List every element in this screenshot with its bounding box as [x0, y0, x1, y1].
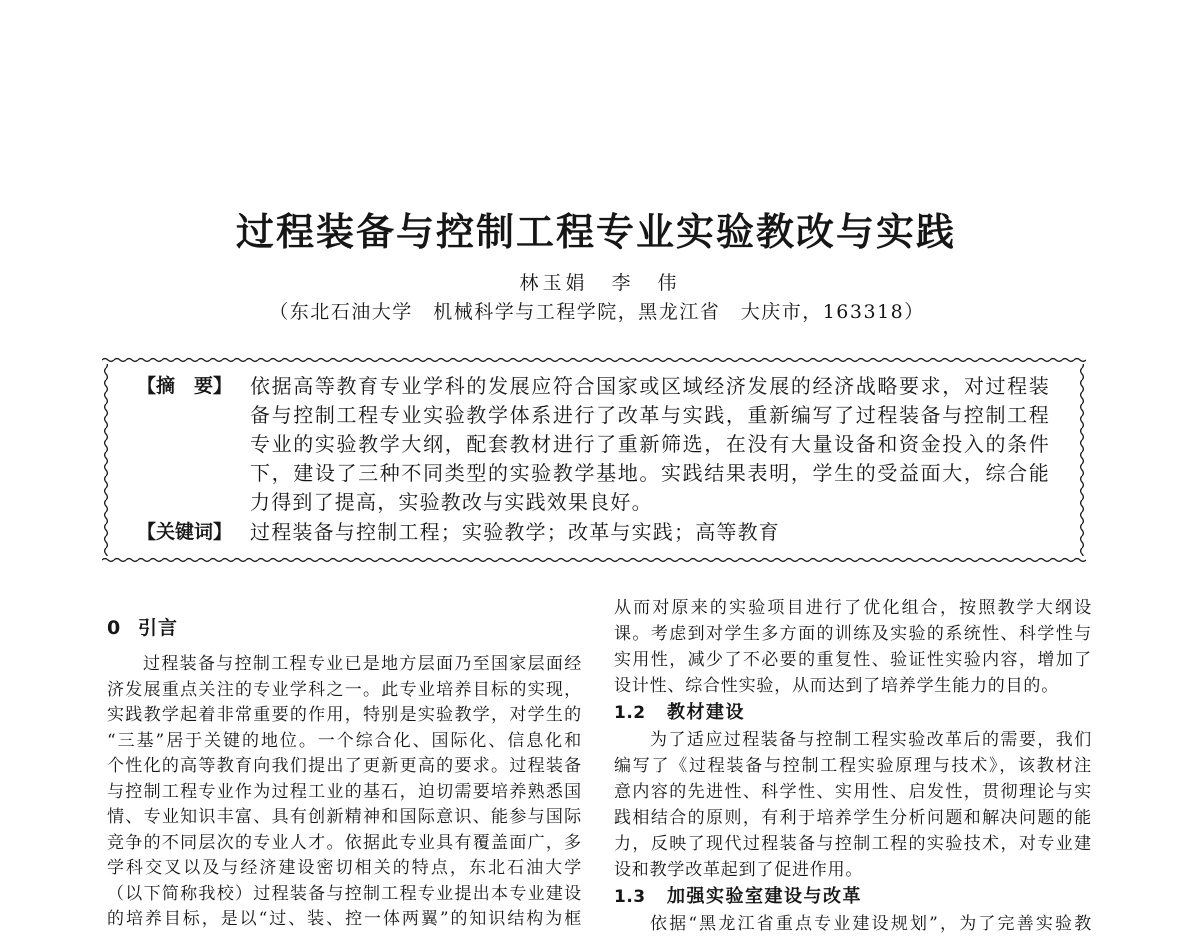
abstract-label: 【摘 要】: [137, 374, 233, 397]
abstract-line-5: 力得到了提高，实验教改与实践效果良好。: [250, 490, 653, 515]
section-1-3-paragraph: [614, 911, 1092, 937]
abstract-text: [250, 372, 1050, 518]
abstract-border-left: [102, 364, 110, 556]
section-number: 1.2: [614, 703, 646, 723]
section-heading-introduction: [107, 614, 178, 642]
abstract-border-top: [102, 356, 1086, 364]
intro-line-10: （以下简称我校）过程装备与控制工程专业提出本专业建设: [107, 883, 582, 904]
keywords-text: 过程装备与控制工程；实验教学；改革与实践；高等教育: [250, 519, 780, 544]
authors: 林玉娟 李 伟: [519, 272, 681, 294]
section-title: 加强实验室建设与改革: [667, 886, 862, 907]
introduction-paragraph: [107, 652, 582, 933]
intro-line-1: 过程装备与控制工程专业已是地方层面乃至国家层面经: [143, 654, 582, 675]
section-heading-1-2: [614, 699, 745, 727]
section-1-2-line-6: 设和教学改革起到了促进作用。: [614, 860, 864, 880]
continued-line-1: 从而对原来的实验项目进行了优化组合，按照教学大纲设: [614, 598, 1092, 618]
intro-line-9: 学科交叉以及与经济建设密切相关的特点，东北石油大学: [107, 858, 582, 879]
abstract-line-1: 依据高等教育专业学科的发展应符合国家或区域经济发展的经济战略要求，对过程装: [250, 373, 1050, 398]
paper-title: 过程装备与控制工程专业实验教改与实践: [235, 210, 956, 254]
intro-line-5: 个性化的高等教育向我们提出了更新更高的要求。过程装备: [107, 756, 582, 777]
continued-line-2: 课。考虑到对学生多方面的训练及实验的系统性、科学性与: [614, 624, 1092, 644]
section-1-2-line-1: 为了适应过程装备与控制工程实验改革后的需要，我们: [650, 730, 1092, 750]
intro-line-4: “三基”居于关键的地位。一个综合化、国际化、信息化和: [107, 730, 582, 751]
intro-line-3: 实践教学起着非常重要的作用，特别是实验教学，对学生的: [107, 705, 582, 726]
affiliation: （东北石油大学 机械科学与工程学院，黑龙江省 大庆市，163318）: [269, 301, 925, 323]
section-number: 1.3: [614, 887, 646, 907]
abstract-line-4: 下，建设了三种不同类型的实验教学基地。实践结果表明，学生的受益面大，综合能: [250, 461, 1050, 486]
abstract-border-right: [1078, 364, 1086, 556]
intro-line-2: 济发展重点关注的专业学科之一。此专业培养目标的实现，: [107, 679, 582, 700]
abstract-line-2: 备与控制工程专业实验教学体系进行了改革与实践，重新编写了过程装备与控制工程: [250, 402, 1050, 427]
section-1-2-line-5: 力，反映了现代过程装备与控制工程的实验技术，对专业建: [614, 834, 1092, 854]
intro-line-6: 与控制工程专业作为过程工业的基石，迫切需要培养熟悉国: [107, 781, 582, 802]
abstract-line-3: 专业的实验教学大纲，配套教材进行了重新筛选，在没有大量设备和资金投入的条件: [250, 431, 1050, 456]
continued-paragraph: [614, 595, 1092, 699]
intro-line-11: 的培养目标，是以“过、装、控一体两翼”的知识结构为框: [107, 909, 582, 930]
section-1-2-line-3: 意内容的先进性、科学性、实用性、启发性，贯彻理论与实: [614, 782, 1092, 802]
intro-line-8: 竞争的不同层次的专业人才。依据此专业具有覆盖面广，多: [107, 832, 582, 853]
abstract-border-bottom: [102, 556, 1086, 564]
section-title: 教材建设: [667, 702, 745, 723]
section-1-2-line-2: 编写了《过程装备与控制工程实验原理与技术》，该教材注: [614, 756, 1092, 776]
section-heading-1-3: [614, 883, 862, 911]
section-1-2-paragraph: [614, 727, 1092, 883]
section-1-3-line-1: 依据“黑龙江省重点专业建设规划”，为了完善实验教: [650, 914, 1092, 934]
section-1-2-line-4: 践相结合的原则，有利于培养学生分析问题和解决问题的能: [614, 808, 1092, 828]
continued-line-4: 设计性、综合性实验，从而达到了培养学生能力的目的。: [614, 676, 1059, 696]
continued-line-3: 实用性，减少了不必要的重复性、验证性实验内容，增加了: [614, 650, 1092, 670]
intro-line-7: 情、专业知识丰富、具有创新精神和国际意识、能参与国际: [107, 807, 582, 828]
keywords-label: 【关键词】: [137, 520, 233, 543]
section-number: 0: [107, 617, 121, 639]
section-title: 引言: [138, 617, 179, 639]
